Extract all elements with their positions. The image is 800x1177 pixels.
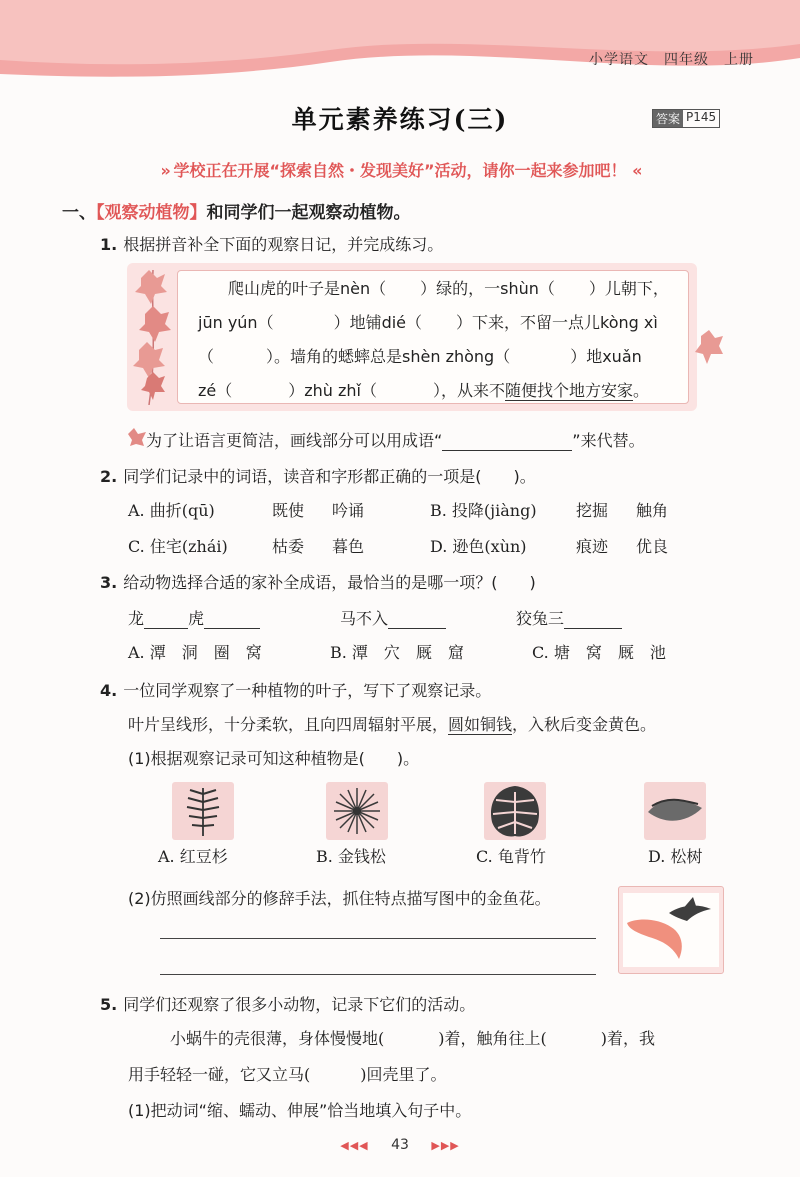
idiom-3: 狡兔三: [516, 606, 622, 629]
page-footer: [0, 1137, 800, 1153]
plant-image-a[interactable]: [172, 782, 234, 840]
q5-passage-line-1: 小蜗牛的壳很薄，身体慢慢地( )着，触角往上( )着，我: [170, 1029, 655, 1048]
yew-plant-icon: [172, 782, 234, 840]
answer-page: P145: [686, 110, 717, 124]
plant-image-b[interactable]: [326, 782, 388, 840]
q5-passage-line-2: 用手轻轻一碰，它又立马( )回壳里了。: [128, 1065, 447, 1084]
footer-left-arrows: ◀◀◀: [340, 1139, 369, 1152]
answer-line[interactable]: [160, 974, 596, 975]
q4-option-d[interactable]: D. 松树: [648, 847, 703, 866]
q2-option-b-word2: 挖掘: [576, 501, 609, 520]
question-5: 5. 同学们还观察了很多小动物，记录下它们的活动。: [100, 995, 476, 1014]
q4-option-c[interactable]: C. 龟背竹: [476, 847, 546, 866]
pine-branch-icon: [644, 782, 706, 840]
q2-option-d-word3: 优良: [636, 537, 669, 556]
q4-option-b[interactable]: B. 金钱松: [316, 847, 386, 866]
q2-option-a-word3: 吟诵: [332, 501, 365, 520]
question-4: 4. 一位同学观察了一种植物的叶子，写下了观察记录。: [100, 681, 492, 700]
answer-line[interactable]: [160, 938, 596, 939]
diary-line-2: jūn yún（ ）地铺dié（ ）下来，不留一点儿kòng xì: [198, 313, 658, 332]
question-1: [100, 232, 443, 255]
observation-record: 叶片呈线形，十分柔软，且向四周辐射平展，圆如铜钱，入秋后变金黄色。: [128, 715, 657, 734]
q4-subquestion-1: (1)根据观察记录可知这种植物是( )。: [128, 749, 420, 768]
q2-option-c-word3: 暮色: [332, 537, 365, 556]
q3-option-c[interactable]: C. 塘 窝 厩 池: [532, 643, 666, 662]
q2-option-d-word2: 痕迹: [576, 537, 609, 556]
goldfish-flower-icon: [619, 887, 723, 973]
footer-right-arrows: ▶▶▶: [431, 1139, 460, 1152]
section-text: 和同学们一起观察动植物。: [206, 203, 411, 223]
q2-option-d[interactable]: D. 逊色(xùn): [430, 537, 527, 556]
question-2: 2. 同学们记录中的词语，读音和字形都正确的一项是( )。: [100, 467, 536, 486]
q3-option-b[interactable]: B. 潭 穴 厩 窟: [330, 643, 464, 662]
goldfish-flower-image: [618, 886, 724, 974]
q2-option-b-word3: 触角: [636, 501, 669, 520]
q5-subquestion-1: (1)把动词“缩、蠕动、伸展”恰当地填入句子中。: [128, 1101, 472, 1120]
answer-label: 答案: [653, 110, 683, 127]
q4-subquestion-2: (2)仿照画线部分的修辞手法，抓住特点描写图中的金鱼花。: [128, 889, 551, 908]
idiom-answer-blank[interactable]: [442, 450, 572, 451]
q1-subquestion: 为了让语言更简洁，画线部分可以用成语“ ”来代替。: [146, 431, 645, 450]
q3-option-a[interactable]: A. 潭 洞 圈 窝: [128, 643, 262, 662]
q2-option-a-word2: 既使: [272, 501, 305, 520]
q2-option-a[interactable]: A. 曲折(qū): [128, 501, 215, 520]
activity-banner: [0, 158, 800, 181]
ivy-leaf-icon: [695, 330, 723, 370]
section-tag: 【观察动植物】: [96, 203, 207, 223]
section-heading: [62, 198, 411, 223]
banner-left-arrows: »: [160, 161, 168, 180]
q4-option-a[interactable]: A. 红豆杉: [158, 847, 228, 866]
underlined-phrase: 圆如铜钱: [448, 715, 513, 734]
diary-line-4: zé（ ）zhù zhǐ（ ），从来不随便找个地方安家。: [198, 381, 650, 400]
idiom-1: 龙 虎: [128, 606, 260, 629]
leaf-bullet-icon: [126, 428, 146, 446]
diary-line-1: 爬山虎的叶子是nèn（ ）绿的，一shùn（ ）儿朝下，: [228, 279, 669, 298]
section-prefix: 一、: [62, 203, 96, 223]
diary-line-3: （ ）。墙角的蟋蟀总是shèn zhòng（ ）地xuǎn: [198, 347, 642, 366]
monstera-leaf-icon: [484, 782, 546, 840]
ivy-leaf-icon: [131, 270, 175, 405]
banner-right-arrows: «: [632, 161, 640, 180]
page-title: 单元素养练习(三): [291, 105, 509, 134]
q2-option-c[interactable]: C. 住宅(zhái): [128, 537, 228, 556]
answer-tag: [652, 109, 720, 128]
q2-option-b[interactable]: B. 投降(jiàng): [430, 501, 537, 520]
idiom-2: 马不入: [340, 606, 446, 629]
underlined-phrase: 随便找个地方安家: [505, 381, 634, 400]
q2-option-c-word2: 枯委: [272, 537, 305, 556]
question-text: 根据拼音补全下面的观察日记，并完成练习。: [123, 235, 444, 254]
plant-image-d[interactable]: [644, 782, 706, 840]
page-number: 43: [391, 1137, 409, 1153]
plant-image-c[interactable]: [484, 782, 546, 840]
header-subject: 小学语文 四年级 上册: [589, 52, 754, 68]
question-3: 3. 给动物选择合适的家补全成语，最恰当的是哪一项？( ): [100, 573, 536, 592]
banner-text: 学校正在开展“探索自然・发现美好”活动，请你一起来参加吧！: [173, 161, 627, 180]
golden-larch-icon: [326, 782, 388, 840]
question-number: 1.: [100, 235, 118, 254]
